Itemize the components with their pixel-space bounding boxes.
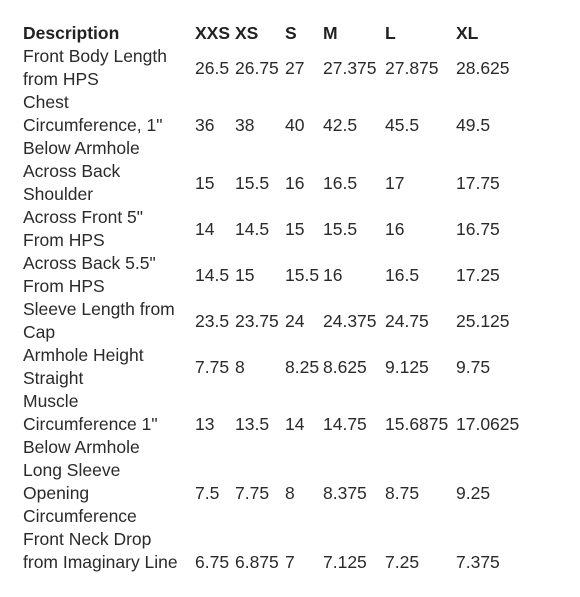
value-xxs: 6.75 [195,552,230,572]
description-line: Long Sleeve [23,460,121,480]
value-s: 27 [285,57,305,78]
value-s: 15.5 [285,264,320,285]
row-description [23,45,195,91]
row-description [23,252,195,298]
description-line: Across Back [23,161,121,181]
value-xs: 13.5 [235,414,270,434]
table-row [23,528,546,597]
description-line [23,574,195,597]
row-description [23,344,195,390]
value-l: 15.6875 [385,414,449,434]
header-xxs: XXS [195,23,231,43]
value-xs: 15 [235,264,255,285]
row-description [23,459,195,528]
table-row [23,160,546,206]
description-line: Front Body Length [23,46,167,66]
table-row [23,45,546,91]
value-xs: 23.75 [235,310,279,331]
table-row [23,459,546,528]
header-m: M [323,23,338,43]
row-description [23,298,195,344]
value-xs: 38 [235,115,255,135]
description-line: Circumference, 1" [23,115,163,135]
description-line: from Imaginary Line [23,552,178,572]
value-m: 27.375 [323,57,377,78]
value-xs: 14.5 [235,218,270,239]
value-m: 24.375 [323,310,377,331]
value-m: 16 [323,264,343,285]
description-line: Across Front 5" [23,207,143,227]
description-line: Circumference [23,506,137,526]
description-line: Circumference 1" [23,414,158,434]
value-l: 8.75 [385,483,420,503]
row-description [23,160,195,206]
value-s: 40 [285,115,305,135]
table-row [23,252,546,298]
value-s: 7 [285,552,295,572]
value-xl: 9.75 [456,356,491,377]
value-xs: 26.75 [235,57,279,78]
value-m: 15.5 [323,218,358,239]
table-row [23,344,546,390]
value-l: 45.5 [385,115,420,135]
value-m: 16.5 [323,172,358,193]
value-l: 7.25 [385,552,420,572]
value-xl: 25.125 [456,310,510,331]
description-line: Below Armhole [23,138,140,158]
value-xxs: 14 [195,218,215,239]
value-xl: 28.625 [456,57,510,78]
description-line: Below Armhole [23,437,140,457]
value-xxs: 26.5 [195,57,230,78]
header-xl: XL [456,23,479,43]
description-line: from HPS [23,69,99,89]
description-line: From HPS [23,276,105,296]
description-line: Sleeve Length from [23,299,175,319]
value-xl: 16.75 [456,218,500,239]
value-xs: 8 [235,356,245,377]
value-xl: 49.5 [456,115,491,135]
description-line: Opening [23,483,90,503]
value-l: 17 [385,172,405,193]
value-xl: 7.375 [456,552,500,572]
header-description: Description [23,23,120,43]
table-row [23,206,546,252]
value-s: 24 [285,310,305,331]
table-row [23,298,546,344]
description-line: Front Neck Drop [23,529,152,549]
header-l: L [385,23,396,43]
value-l: 16 [385,218,405,239]
value-l: 27.875 [385,57,439,78]
table-row [23,390,546,459]
value-xs: 15.5 [235,172,270,193]
value-xxs: 14.5 [195,264,230,285]
header-s: S [285,23,297,43]
value-s: 8 [285,483,295,503]
value-m: 7.125 [323,552,367,572]
value-xxs: 13 [195,414,215,434]
description-line: Across Back 5.5" [23,253,156,273]
value-l: 9.125 [385,356,429,377]
value-l: 24.75 [385,310,429,331]
value-xxs: 23.5 [195,310,230,331]
description-line: Straight [23,368,84,388]
value-xxs: 7.5 [195,483,220,503]
description-line: Armhole Height [23,345,144,365]
table-row [23,91,546,160]
size-chart-table [23,22,546,597]
value-m: 42.5 [323,115,358,135]
table-body [23,45,546,597]
row-description [23,390,195,459]
row-description [23,91,195,160]
value-xxs: 15 [195,172,215,193]
value-xl: 9.25 [456,483,491,503]
description-line: Cap [23,322,56,342]
value-m: 8.375 [323,483,367,503]
value-xxs: 7.75 [195,356,230,377]
value-xs: 7.75 [235,483,270,503]
row-description [23,528,195,597]
value-xs: 6.875 [235,552,279,572]
value-m: 14.75 [323,414,367,434]
value-l: 16.5 [385,264,420,285]
description-line: From HPS [23,230,105,250]
value-xl: 17.25 [456,264,500,285]
value-s: 14 [285,414,305,434]
value-s: 8.25 [285,356,320,377]
value-s: 15 [285,218,305,239]
value-xl: 17.75 [456,172,500,193]
value-xxs: 36 [195,115,215,135]
description-line: Shoulder [23,184,94,204]
description-line: Muscle [23,391,79,411]
value-xl: 17.0625 [456,414,520,434]
description-line: Chest [23,92,69,112]
value-m: 8.625 [323,356,367,377]
row-description [23,206,195,252]
header-xs: XS [235,23,259,43]
value-s: 16 [285,172,305,193]
header-row [23,22,546,45]
